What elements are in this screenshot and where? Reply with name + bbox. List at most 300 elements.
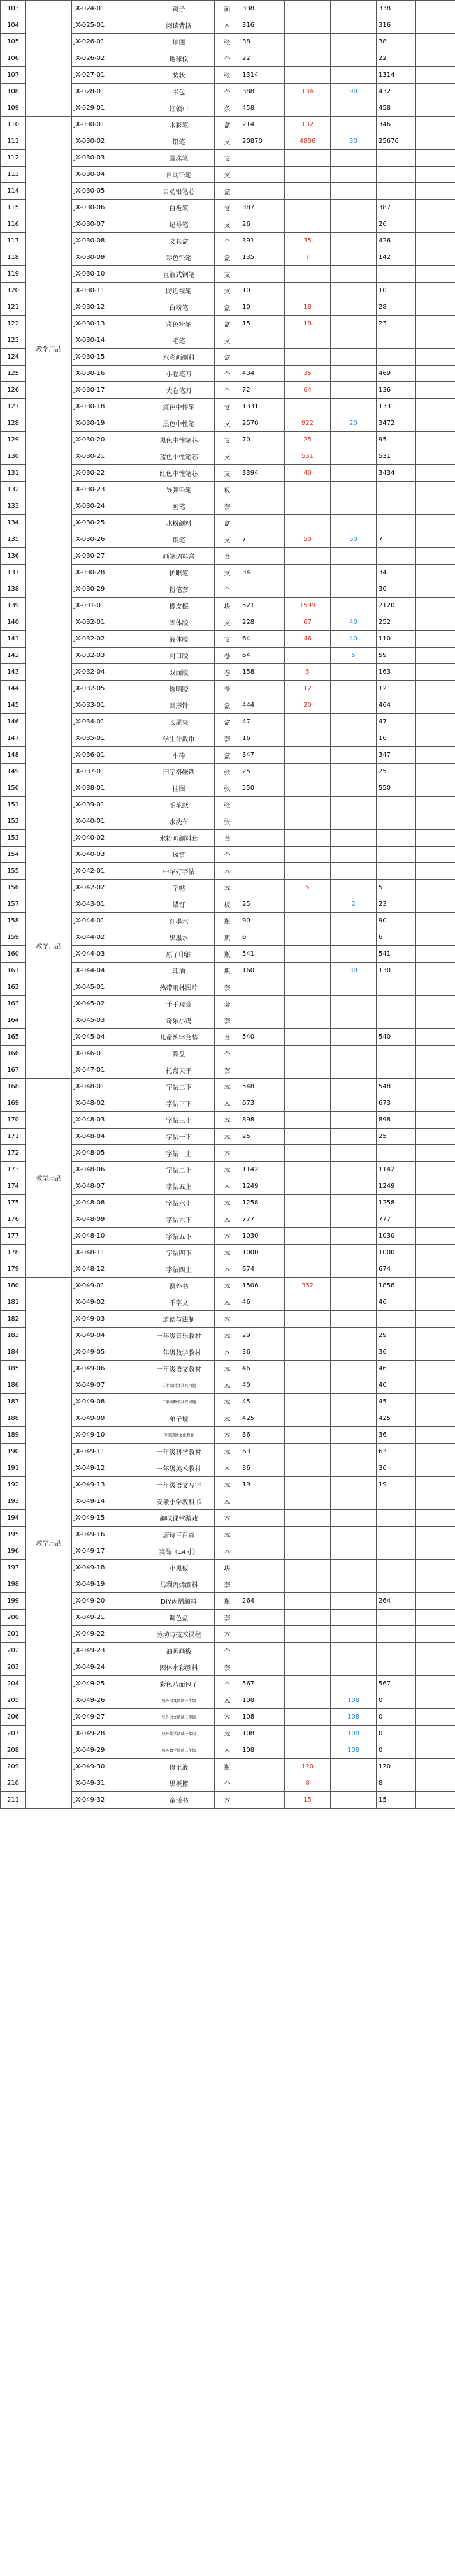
blank-cell bbox=[416, 1294, 455, 1311]
unit-cell: 个 bbox=[215, 84, 240, 100]
quantity-cell: 548 bbox=[240, 1079, 285, 1095]
quantity-cell: 90 bbox=[240, 913, 285, 929]
table-row bbox=[1, 813, 455, 830]
total-cell: 25 bbox=[377, 1129, 416, 1145]
red-adjustment-cell bbox=[285, 1593, 331, 1610]
item-name-cell: 红色中性笔芯 bbox=[143, 465, 215, 482]
quantity-cell bbox=[240, 548, 285, 565]
unit-cell: 盒 bbox=[215, 349, 240, 366]
blue-adjustment-cell bbox=[331, 117, 377, 133]
quantity-cell: 387 bbox=[240, 200, 285, 216]
item-name-cell: 大卷笔刀 bbox=[143, 382, 215, 399]
total-cell bbox=[377, 1543, 416, 1560]
quantity-cell bbox=[240, 167, 285, 183]
quantity-cell: 158 bbox=[240, 664, 285, 681]
blank-cell bbox=[416, 266, 455, 283]
total-cell: 1331 bbox=[377, 399, 416, 415]
blank-cell bbox=[416, 681, 455, 697]
item-code-cell: JX-048-03 bbox=[72, 1112, 143, 1129]
unit-cell: 支 bbox=[215, 465, 240, 482]
total-cell bbox=[377, 830, 416, 847]
blue-adjustment-cell: 108 bbox=[331, 1742, 377, 1759]
blank-cell bbox=[416, 896, 455, 913]
quantity-cell: 34 bbox=[240, 565, 285, 581]
blank-cell bbox=[416, 1626, 455, 1643]
item-name-cell: 校外数学阅读二年级 bbox=[143, 1742, 215, 1759]
item-code-cell: JX-048-12 bbox=[72, 1261, 143, 1278]
red-adjustment-cell: 15 bbox=[285, 1792, 331, 1809]
blank-cell bbox=[416, 382, 455, 399]
table-row bbox=[1, 1079, 455, 1095]
unit-cell: 块 bbox=[215, 1560, 240, 1576]
unit-cell: 本 bbox=[215, 1460, 240, 1477]
unit-cell: 盒 bbox=[215, 714, 240, 730]
red-adjustment-cell: 64 bbox=[285, 382, 331, 399]
item-name-cell: 奖品（14寸） bbox=[143, 1543, 215, 1560]
quantity-cell: 541 bbox=[240, 946, 285, 963]
blank-cell bbox=[416, 1643, 455, 1659]
quantity-cell bbox=[240, 332, 285, 349]
item-code-cell: JX-040-01 bbox=[72, 813, 143, 830]
row-number-cell: 177 bbox=[1, 1228, 26, 1245]
quantity-cell: 338 bbox=[240, 1, 285, 17]
unit-cell: 套 bbox=[215, 830, 240, 847]
unit-cell: 盒 bbox=[215, 747, 240, 764]
red-adjustment-cell bbox=[285, 100, 331, 117]
item-code-cell: JX-029-01 bbox=[72, 100, 143, 117]
unit-cell: 本 bbox=[215, 863, 240, 880]
row-number-cell: 133 bbox=[1, 498, 26, 515]
red-adjustment-cell bbox=[285, 1079, 331, 1095]
blue-adjustment-cell bbox=[331, 1410, 377, 1427]
unit-cell: 支 bbox=[215, 283, 240, 299]
red-adjustment-cell bbox=[285, 67, 331, 84]
unit-cell: 本 bbox=[215, 1626, 240, 1643]
red-adjustment-cell bbox=[285, 1129, 331, 1145]
item-name-cell: 课外书 bbox=[143, 1278, 215, 1294]
blank-cell bbox=[416, 183, 455, 200]
quantity-cell: 228 bbox=[240, 614, 285, 631]
red-adjustment-cell bbox=[285, 1195, 331, 1211]
item-code-cell: JX-045-03 bbox=[72, 1012, 143, 1029]
item-code-cell: JX-030-12 bbox=[72, 299, 143, 316]
quantity-cell bbox=[240, 150, 285, 167]
item-name-cell: 白板笔 bbox=[143, 200, 215, 216]
item-name-cell: 粉笔套 bbox=[143, 581, 215, 598]
total-cell: 674 bbox=[377, 1261, 416, 1278]
item-code-cell: JX-049-31 bbox=[72, 1775, 143, 1792]
blank-cell bbox=[416, 432, 455, 448]
item-code-cell: JX-043-01 bbox=[72, 896, 143, 913]
item-code-cell: JX-038-01 bbox=[72, 780, 143, 797]
blue-adjustment-cell bbox=[331, 183, 377, 200]
blue-adjustment-cell bbox=[331, 1195, 377, 1211]
blank-cell bbox=[416, 515, 455, 531]
quantity-cell: 2570 bbox=[240, 415, 285, 432]
quantity-cell bbox=[240, 880, 285, 896]
unit-cell: 张 bbox=[215, 780, 240, 797]
row-number-cell: 156 bbox=[1, 880, 26, 896]
unit-cell: 盒 bbox=[215, 697, 240, 714]
unit-cell: 板 bbox=[215, 896, 240, 913]
blue-adjustment-cell bbox=[331, 1527, 377, 1543]
blank-cell bbox=[416, 283, 455, 299]
item-name-cell: 风筝 bbox=[143, 847, 215, 863]
red-adjustment-cell bbox=[285, 1344, 331, 1361]
item-name-cell: 自动铅笔芯 bbox=[143, 183, 215, 200]
item-code-cell: JX-049-08 bbox=[72, 1394, 143, 1410]
blue-adjustment-cell bbox=[331, 929, 377, 946]
total-cell bbox=[377, 1576, 416, 1593]
quantity-cell: 108 bbox=[240, 1742, 285, 1759]
item-code-cell: JX-030-05 bbox=[72, 183, 143, 200]
unit-cell: 面 bbox=[215, 1, 240, 17]
item-code-cell: JX-049-13 bbox=[72, 1477, 143, 1493]
row-number-cell: 152 bbox=[1, 813, 26, 830]
total-cell: 10 bbox=[377, 283, 416, 299]
item-name-cell: 弟子规 bbox=[143, 1410, 215, 1427]
row-number-cell: 203 bbox=[1, 1659, 26, 1676]
unit-cell: 套 bbox=[215, 1576, 240, 1593]
red-adjustment-cell bbox=[285, 1145, 331, 1162]
blue-adjustment-cell bbox=[331, 598, 377, 614]
red-adjustment-cell bbox=[285, 1493, 331, 1510]
item-name-cell: 阅读背挤 bbox=[143, 17, 215, 34]
row-number-cell: 117 bbox=[1, 233, 26, 249]
row-number-cell: 179 bbox=[1, 1261, 26, 1278]
quantity-cell bbox=[240, 813, 285, 830]
item-name-cell: 字帖五下 bbox=[143, 1228, 215, 1245]
item-name-cell: 学生计数币 bbox=[143, 730, 215, 747]
unit-cell: 个 bbox=[215, 382, 240, 399]
item-name-cell: 儿童练字套装 bbox=[143, 1029, 215, 1046]
blank-cell bbox=[416, 117, 455, 133]
item-code-cell: JX-044-01 bbox=[72, 913, 143, 929]
blue-adjustment-cell: 108 bbox=[331, 1692, 377, 1709]
red-adjustment-cell bbox=[285, 200, 331, 216]
unit-cell: 本 bbox=[215, 1427, 240, 1444]
row-number-cell: 158 bbox=[1, 913, 26, 929]
quantity-cell: 316 bbox=[240, 17, 285, 34]
blank-cell bbox=[416, 1543, 455, 1560]
blue-adjustment-cell bbox=[331, 216, 377, 233]
item-code-cell: JX-030-23 bbox=[72, 482, 143, 498]
blue-adjustment-cell: 2 bbox=[331, 896, 377, 913]
row-number-cell: 205 bbox=[1, 1692, 26, 1709]
item-name-cell: 文具盒 bbox=[143, 233, 215, 249]
row-number-cell: 144 bbox=[1, 681, 26, 697]
red-adjustment-cell bbox=[285, 1, 331, 17]
unit-cell: 个 bbox=[215, 50, 240, 67]
row-number-cell: 148 bbox=[1, 747, 26, 764]
unit-cell: 盒 bbox=[215, 183, 240, 200]
red-adjustment-cell bbox=[285, 946, 331, 963]
unit-cell: 支 bbox=[215, 399, 240, 415]
row-number-cell: 132 bbox=[1, 482, 26, 498]
blank-cell bbox=[416, 1328, 455, 1344]
unit-cell: 盒 bbox=[215, 117, 240, 133]
blank-cell bbox=[416, 349, 455, 366]
item-name-cell: 千字文 bbox=[143, 1294, 215, 1311]
unit-cell: 张 bbox=[215, 764, 240, 780]
red-adjustment-cell: 1599 bbox=[285, 598, 331, 614]
unit-cell: 瓶 bbox=[215, 1759, 240, 1775]
total-cell: 0 bbox=[377, 1742, 416, 1759]
item-name-cell: 铅笔 bbox=[143, 133, 215, 150]
item-name-cell: 童话书 bbox=[143, 1792, 215, 1809]
blank-cell bbox=[416, 1195, 455, 1211]
blank-cell bbox=[416, 1477, 455, 1493]
total-cell: 1249 bbox=[377, 1178, 416, 1195]
item-name-cell: 字帖四下 bbox=[143, 1245, 215, 1261]
row-number-cell: 159 bbox=[1, 929, 26, 946]
total-cell bbox=[377, 498, 416, 515]
row-number-cell: 120 bbox=[1, 283, 26, 299]
blank-cell bbox=[416, 366, 455, 382]
unit-cell: 本 bbox=[215, 1079, 240, 1095]
quantity-cell bbox=[240, 1560, 285, 1576]
item-code-cell: JX-030-13 bbox=[72, 316, 143, 332]
blank-cell bbox=[416, 1112, 455, 1129]
unit-cell: 套 bbox=[215, 498, 240, 515]
quantity-cell bbox=[240, 830, 285, 847]
item-code-cell: JX-033-01 bbox=[72, 697, 143, 714]
row-number-cell: 194 bbox=[1, 1510, 26, 1527]
blue-adjustment-cell bbox=[331, 1510, 377, 1527]
red-adjustment-cell bbox=[285, 1576, 331, 1593]
blue-adjustment-cell bbox=[331, 780, 377, 797]
total-cell: 40 bbox=[377, 1377, 416, 1394]
item-name-cell: 液体胶 bbox=[143, 631, 215, 648]
blank-cell bbox=[416, 697, 455, 714]
row-number-cell: 106 bbox=[1, 50, 26, 67]
blue-adjustment-cell bbox=[331, 465, 377, 482]
row-number-cell: 126 bbox=[1, 382, 26, 399]
blue-adjustment-cell bbox=[331, 996, 377, 1012]
item-code-cell: JX-030-24 bbox=[72, 498, 143, 515]
row-number-cell: 187 bbox=[1, 1394, 26, 1410]
item-code-cell: JX-049-29 bbox=[72, 1742, 143, 1759]
red-adjustment-cell bbox=[285, 714, 331, 730]
row-number-cell: 107 bbox=[1, 67, 26, 84]
quantity-cell: 391 bbox=[240, 233, 285, 249]
total-cell: 23 bbox=[377, 316, 416, 332]
quantity-cell: 7 bbox=[240, 531, 285, 548]
item-name-cell: 道德与法制 bbox=[143, 1311, 215, 1328]
item-name-cell: 小卷笔刀 bbox=[143, 366, 215, 382]
quantity-cell: 10 bbox=[240, 299, 285, 316]
red-adjustment-cell bbox=[285, 1112, 331, 1129]
item-code-cell: JX-030-29 bbox=[72, 581, 143, 598]
unit-cell: 个 bbox=[215, 1046, 240, 1062]
red-adjustment-cell bbox=[285, 565, 331, 581]
total-cell: 136 bbox=[377, 382, 416, 399]
quantity-cell bbox=[240, 349, 285, 366]
item-name-cell: 自动铅笔 bbox=[143, 167, 215, 183]
total-cell: 567 bbox=[377, 1676, 416, 1692]
total-cell bbox=[377, 996, 416, 1012]
red-adjustment-cell bbox=[285, 1477, 331, 1493]
total-cell bbox=[377, 1527, 416, 1543]
quantity-cell: 46 bbox=[240, 1361, 285, 1377]
red-adjustment-cell: 4806 bbox=[285, 133, 331, 150]
blue-adjustment-cell: 90 bbox=[331, 84, 377, 100]
row-number-cell: 145 bbox=[1, 697, 26, 714]
item-code-cell: JX-030-11 bbox=[72, 283, 143, 299]
unit-cell: 瓶 bbox=[215, 913, 240, 929]
unit-cell: 套 bbox=[215, 1610, 240, 1626]
blank-cell bbox=[416, 1311, 455, 1328]
item-code-cell: JX-049-24 bbox=[72, 1659, 143, 1676]
row-number-cell: 103 bbox=[1, 1, 26, 17]
quantity-cell: 135 bbox=[240, 249, 285, 266]
item-code-cell: JX-045-04 bbox=[72, 1029, 143, 1046]
item-name-cell: 字帖三下 bbox=[143, 1095, 215, 1112]
blank-cell bbox=[416, 1610, 455, 1626]
unit-cell: 本 bbox=[215, 1444, 240, 1460]
blue-adjustment-cell bbox=[331, 1676, 377, 1692]
blue-adjustment-cell bbox=[331, 249, 377, 266]
item-name-cell: 彩色八面包子 bbox=[143, 1676, 215, 1692]
unit-cell: 块 bbox=[215, 598, 240, 614]
quantity-cell: 47 bbox=[240, 714, 285, 730]
blue-adjustment-cell bbox=[331, 448, 377, 465]
blue-adjustment-cell bbox=[331, 1278, 377, 1294]
blue-adjustment-cell bbox=[331, 847, 377, 863]
item-name-cell: 长尾夹 bbox=[143, 714, 215, 730]
row-number-cell: 173 bbox=[1, 1162, 26, 1178]
red-adjustment-cell bbox=[285, 283, 331, 299]
row-number-cell: 202 bbox=[1, 1643, 26, 1659]
total-cell bbox=[377, 332, 416, 349]
blue-adjustment-cell bbox=[331, 764, 377, 780]
quantity-cell: 108 bbox=[240, 1709, 285, 1726]
total-cell bbox=[377, 1659, 416, 1676]
red-adjustment-cell bbox=[285, 1444, 331, 1460]
total-cell: 1858 bbox=[377, 1278, 416, 1294]
total-cell: 464 bbox=[377, 697, 416, 714]
blue-adjustment-cell bbox=[331, 1444, 377, 1460]
item-code-cell: JX-049-27 bbox=[72, 1709, 143, 1726]
item-name-cell: 二年级语文补充习题 bbox=[143, 1377, 215, 1394]
quantity-cell bbox=[240, 498, 285, 515]
quantity-cell: 1331 bbox=[240, 399, 285, 415]
row-number-cell: 108 bbox=[1, 84, 26, 100]
total-cell: 15 bbox=[377, 1792, 416, 1809]
blank-cell bbox=[416, 830, 455, 847]
item-name-cell: 字帖二上 bbox=[143, 1162, 215, 1178]
total-cell: 1258 bbox=[377, 1195, 416, 1211]
total-cell: 426 bbox=[377, 233, 416, 249]
total-cell bbox=[377, 979, 416, 996]
quantity-cell: 45 bbox=[240, 1394, 285, 1410]
row-number-cell: 198 bbox=[1, 1576, 26, 1593]
item-name-cell: 挂图 bbox=[143, 780, 215, 797]
row-number-cell: 182 bbox=[1, 1311, 26, 1328]
item-code-cell: JX-048-09 bbox=[72, 1211, 143, 1228]
blue-adjustment-cell bbox=[331, 266, 377, 283]
table-row bbox=[1, 581, 455, 598]
item-code-cell: JX-030-20 bbox=[72, 432, 143, 448]
red-adjustment-cell bbox=[285, 1162, 331, 1178]
item-name-cell: 护眼笔 bbox=[143, 565, 215, 581]
blank-cell bbox=[416, 415, 455, 432]
total-cell: 1314 bbox=[377, 67, 416, 84]
item-name-cell: 字帖六下 bbox=[143, 1211, 215, 1228]
row-number-cell: 193 bbox=[1, 1493, 26, 1510]
total-cell: 25676 bbox=[377, 133, 416, 150]
item-name-cell: 千手观音 bbox=[143, 996, 215, 1012]
row-number-cell: 171 bbox=[1, 1129, 26, 1145]
red-adjustment-cell: 132 bbox=[285, 117, 331, 133]
item-name-cell: 橡皮擦 bbox=[143, 598, 215, 614]
total-cell: 2120 bbox=[377, 598, 416, 614]
total-cell: 163 bbox=[377, 664, 416, 681]
blue-adjustment-cell bbox=[331, 1759, 377, 1775]
blank-cell bbox=[416, 1228, 455, 1245]
blank-cell bbox=[416, 598, 455, 614]
item-code-cell: JX-049-19 bbox=[72, 1576, 143, 1593]
item-code-cell: JX-049-01 bbox=[72, 1278, 143, 1294]
red-adjustment-cell bbox=[285, 1311, 331, 1328]
blank-cell bbox=[416, 565, 455, 581]
unit-cell: 本 bbox=[215, 1709, 240, 1726]
unit-cell: 盒 bbox=[215, 316, 240, 332]
category-cell: 教学用品 bbox=[26, 1079, 72, 1278]
unit-cell: 盒 bbox=[215, 515, 240, 531]
item-name-cell: 回形针 bbox=[143, 697, 215, 714]
table-row bbox=[1, 1, 455, 17]
row-number-cell: 211 bbox=[1, 1792, 26, 1809]
item-name-cell: 白粉笔 bbox=[143, 299, 215, 316]
item-code-cell: JX-049-28 bbox=[72, 1726, 143, 1742]
red-adjustment-cell bbox=[285, 399, 331, 415]
red-adjustment-cell bbox=[285, 1261, 331, 1278]
row-number-cell: 109 bbox=[1, 100, 26, 117]
quantity-cell: 108 bbox=[240, 1692, 285, 1709]
item-code-cell: JX-049-11 bbox=[72, 1444, 143, 1460]
quantity-cell bbox=[240, 1775, 285, 1792]
unit-cell: 本 bbox=[215, 17, 240, 34]
row-number-cell: 207 bbox=[1, 1726, 26, 1742]
row-number-cell: 169 bbox=[1, 1095, 26, 1112]
item-code-cell: JX-030-18 bbox=[72, 399, 143, 415]
unit-cell: 支 bbox=[215, 167, 240, 183]
item-code-cell: JX-048-08 bbox=[72, 1195, 143, 1211]
quantity-cell: 347 bbox=[240, 747, 285, 764]
blue-adjustment-cell bbox=[331, 482, 377, 498]
unit-cell: 个 bbox=[215, 233, 240, 249]
blue-adjustment-cell bbox=[331, 100, 377, 117]
quantity-cell bbox=[240, 266, 285, 283]
total-cell: 0 bbox=[377, 1692, 416, 1709]
item-code-cell: JX-030-28 bbox=[72, 565, 143, 581]
quantity-cell: 10 bbox=[240, 283, 285, 299]
item-name-cell: 一年级美术教材 bbox=[143, 1460, 215, 1477]
blue-adjustment-cell bbox=[331, 581, 377, 598]
red-adjustment-cell bbox=[285, 1626, 331, 1643]
blue-adjustment-cell bbox=[331, 1344, 377, 1361]
quantity-cell: 444 bbox=[240, 697, 285, 714]
quantity-cell: 777 bbox=[240, 1211, 285, 1228]
total-cell bbox=[377, 1046, 416, 1062]
total-cell bbox=[377, 847, 416, 863]
total-cell bbox=[377, 797, 416, 813]
total-cell bbox=[377, 482, 416, 498]
red-adjustment-cell: 67 bbox=[285, 614, 331, 631]
total-cell bbox=[377, 1145, 416, 1162]
item-code-cell: JX-048-11 bbox=[72, 1245, 143, 1261]
